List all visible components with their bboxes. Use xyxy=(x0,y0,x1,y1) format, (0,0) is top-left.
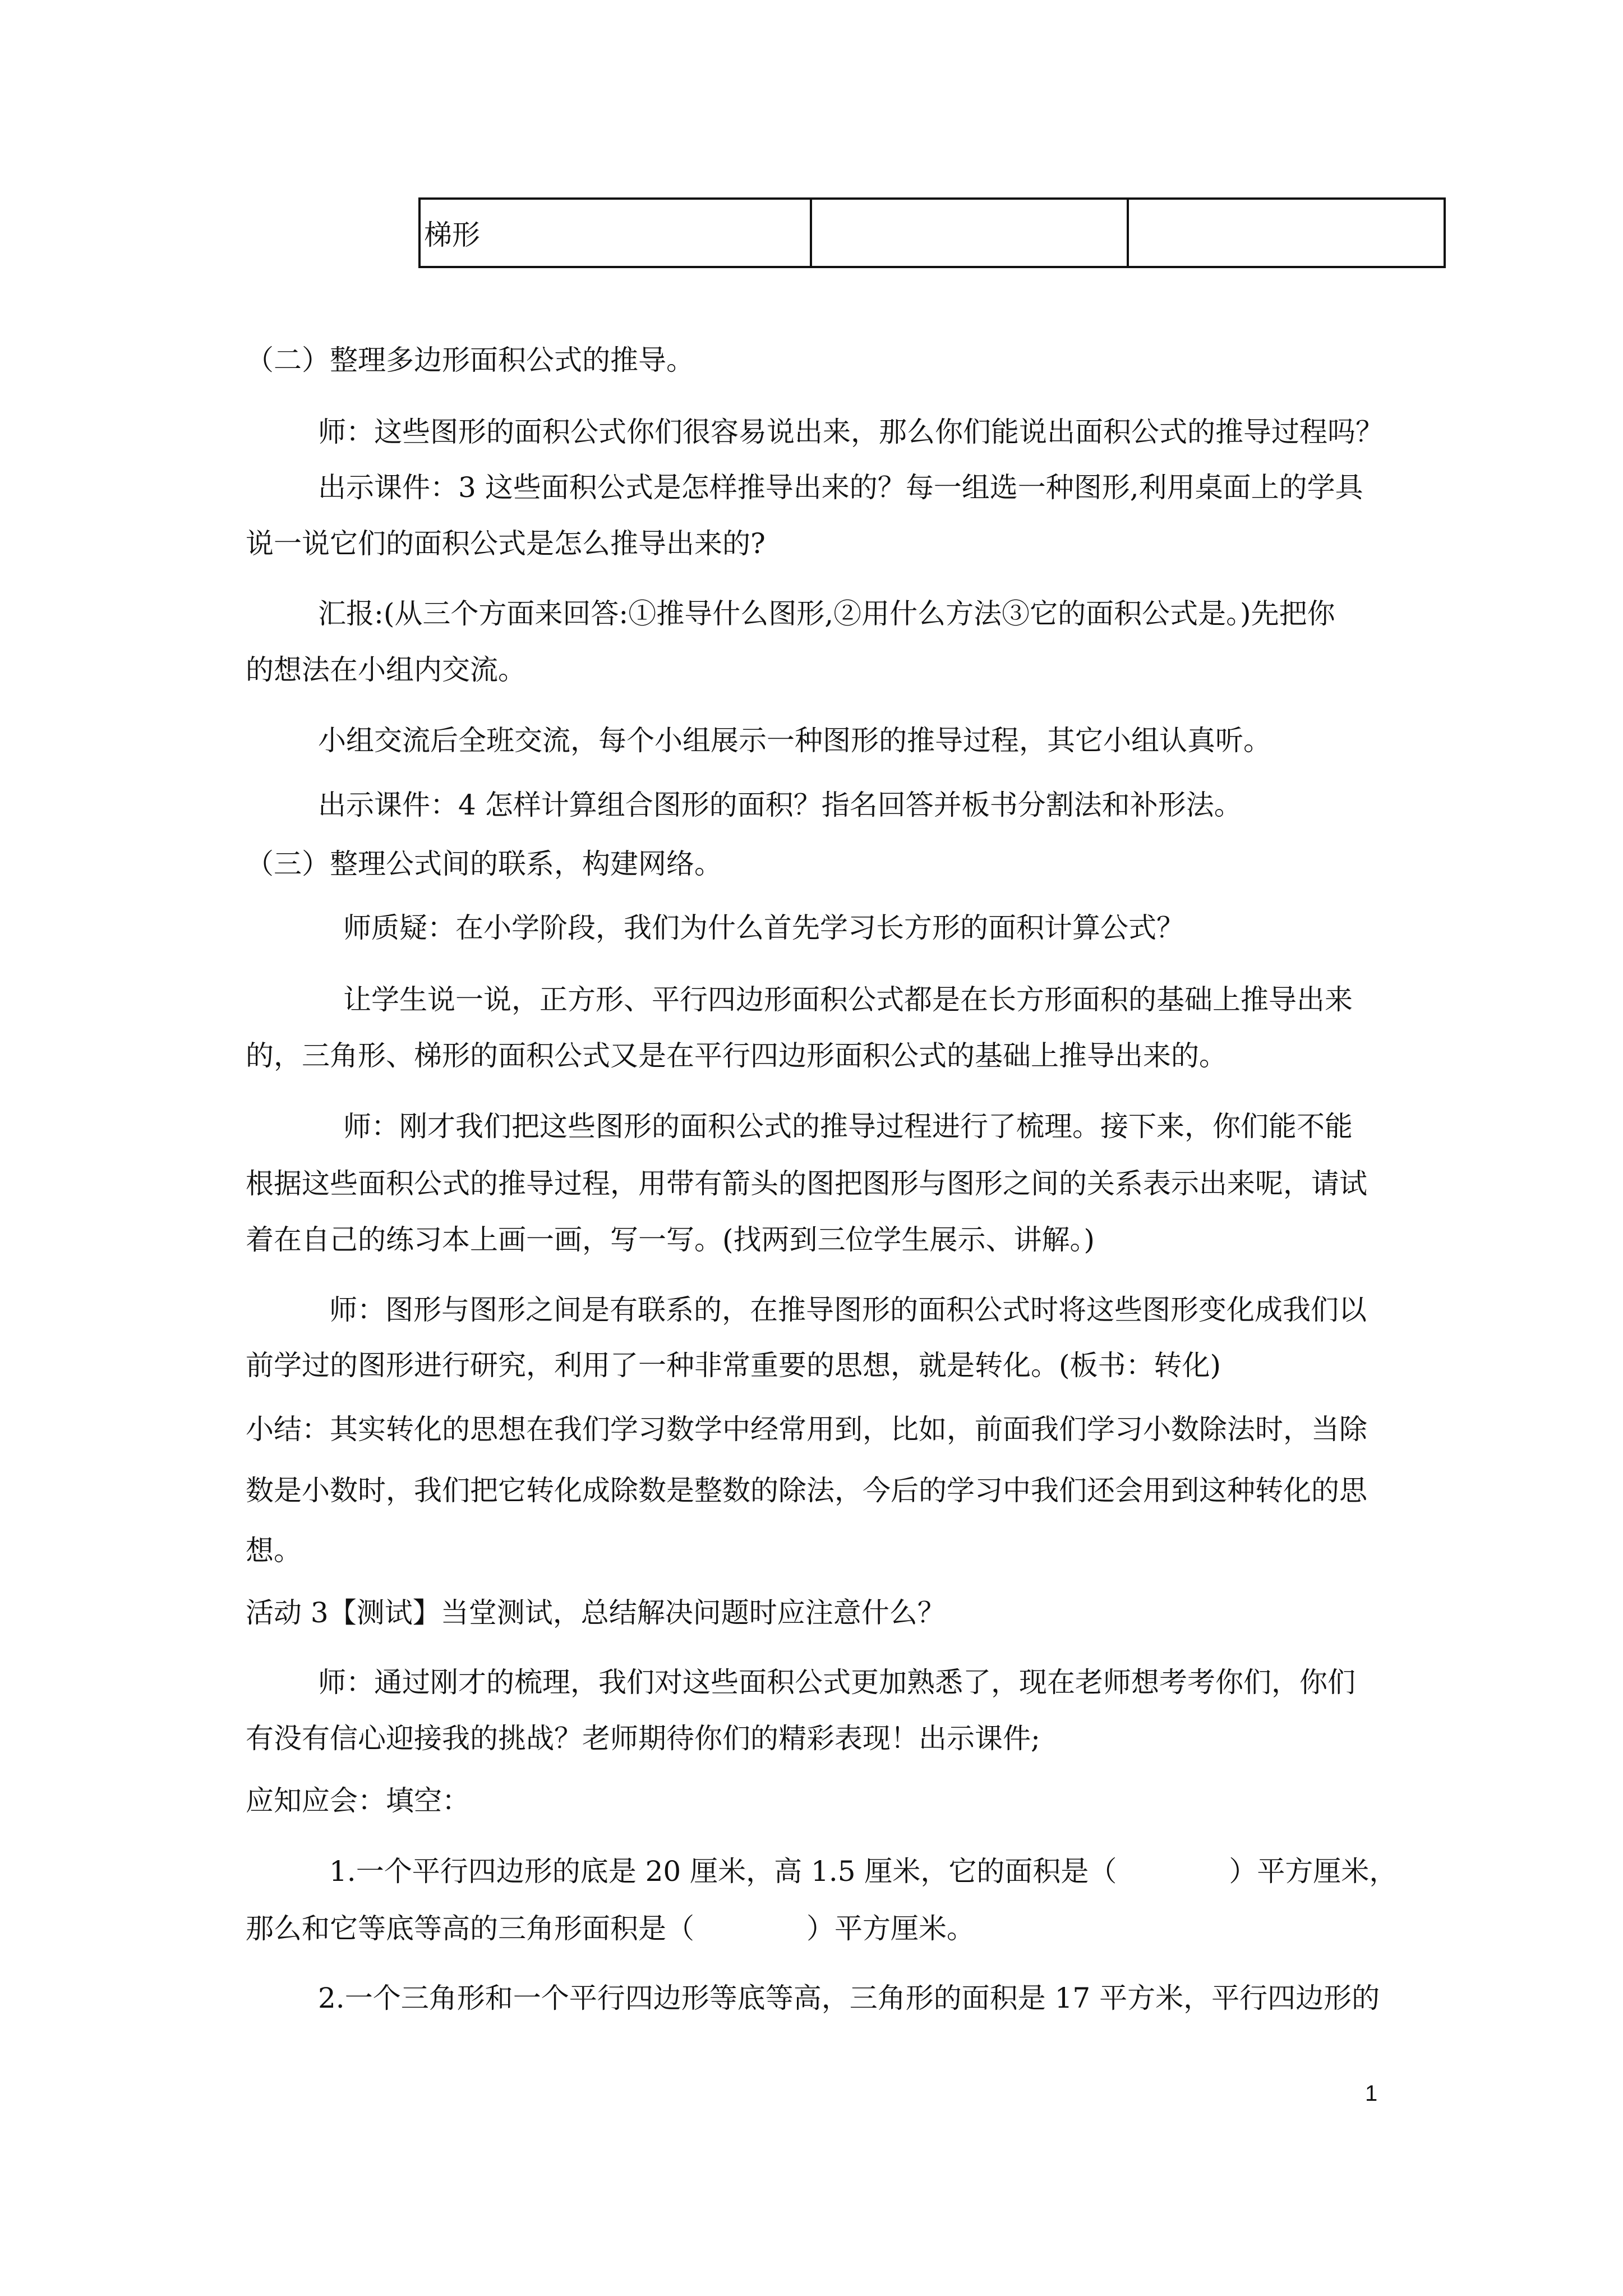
paragraph-line: 师：这些图形的面积公式你们很容易说出来，那么你们能说出面积公式的推导过程吗？ xyxy=(318,416,1384,448)
table-cell-derivation xyxy=(1128,199,1445,267)
table-row xyxy=(419,199,1445,267)
activity-heading: 活动 3【测试】当堂测试，总结解决问题时应注意什么？ xyxy=(246,1596,946,1629)
paragraph-line: 应知应会：填空： xyxy=(246,1784,470,1817)
paragraph-line: 小组交流后全班交流，每个小组展示一种图形的推导过程，其它小组认真听。 xyxy=(318,724,1271,757)
paragraph-line: 出示课件：3 这些面积公式是怎样推导出来的？每一组选一种图形,利用桌面上的学具 xyxy=(318,471,1363,504)
shape-table xyxy=(418,197,1446,268)
paragraph-line: 前学过的图形进行研究，利用了一种非常重要的思想，就是转化。(板书：转化) xyxy=(246,1349,1221,1382)
section-heading: （三）整理公式间的联系，构建网络。 xyxy=(246,848,722,880)
paragraph-line: 师：图形与图形之间是有联系的，在推导图形的面积公式时将这些图形变化成我们以 xyxy=(329,1294,1367,1326)
paragraph-line: 出示课件：4 怎样计算组合图形的面积？指名回答并板书分割法和补形法。 xyxy=(318,789,1242,821)
paragraph-line: 说一说它们的面积公式是怎么推导出来的? xyxy=(246,527,766,560)
paragraph-line: 小结：其实转化的思想在我们学习数学中经常用到，比如，前面我们学习小数除法时，当除 xyxy=(246,1413,1367,1446)
paragraph-line: 数是小数时，我们把它转化成除数是整数的除法，今后的学习中我们还会用到这种转化的思 xyxy=(246,1474,1367,1507)
paragraph-line: 师质疑：在小学阶段，我们为什么首先学习长方形的面积计算公式？ xyxy=(343,912,1184,944)
section-heading: （二）整理多边形面积公式的推导。 xyxy=(246,344,694,376)
paragraph-line: 有没有信心迎接我的挑战？老师期待你们的精彩表现！出示课件; xyxy=(246,1722,1040,1755)
paragraph-line: 的想法在小组内交流。 xyxy=(246,654,526,686)
paragraph-line: 着在自己的练习本上画一画，写一写。(找两到三位学生展示、讲解。) xyxy=(246,1223,1095,1256)
paragraph-line: 的，三角形、梯形的面积公式又是在平行四边形面积公式的基础上推导出来的。 xyxy=(246,1039,1227,1072)
exercise-item: 那么和它等底等高的三角形面积是（ ）平方厘米。 xyxy=(246,1912,975,1945)
table-cell-shape-name: 梯形 xyxy=(419,199,811,267)
paragraph-line: 让学生说一说，正方形、平行四边形面积公式都是在长方形面积的基础上推导出来 xyxy=(343,983,1353,1016)
page-number: 1 xyxy=(1365,2081,1378,2106)
paragraph-line: 师：通过刚才的梳理，我们对这些面积公式更加熟悉了，现在老师想考考你们，你们 xyxy=(318,1666,1355,1699)
paragraph-line: 根据这些面积公式的推导过程，用带有箭头的图把图形与图形之间的关系表示出来呢，请试 xyxy=(246,1167,1367,1200)
exercise-item: 1.一个平行四边形的底是 20 厘米，高 1.5 厘米，它的面积是（ ）平方厘米， xyxy=(329,1855,1398,1888)
table-cell-formula xyxy=(811,199,1128,267)
paragraph-line: 师：刚才我们把这些图形的面积公式的推导过程进行了梳理。接下来，你们能不能 xyxy=(343,1110,1353,1143)
paragraph-line: 汇报:(从三个方面来回答:①推导什么图形,②用什么方法③它的面积公式是。)先把你 xyxy=(318,597,1335,630)
paragraph-line: 想。 xyxy=(246,1534,302,1567)
exercise-item: 2.一个三角形和一个平行四边形等底等高，三角形的面积是 17 平方米，平行四边形的 xyxy=(318,1982,1380,2014)
